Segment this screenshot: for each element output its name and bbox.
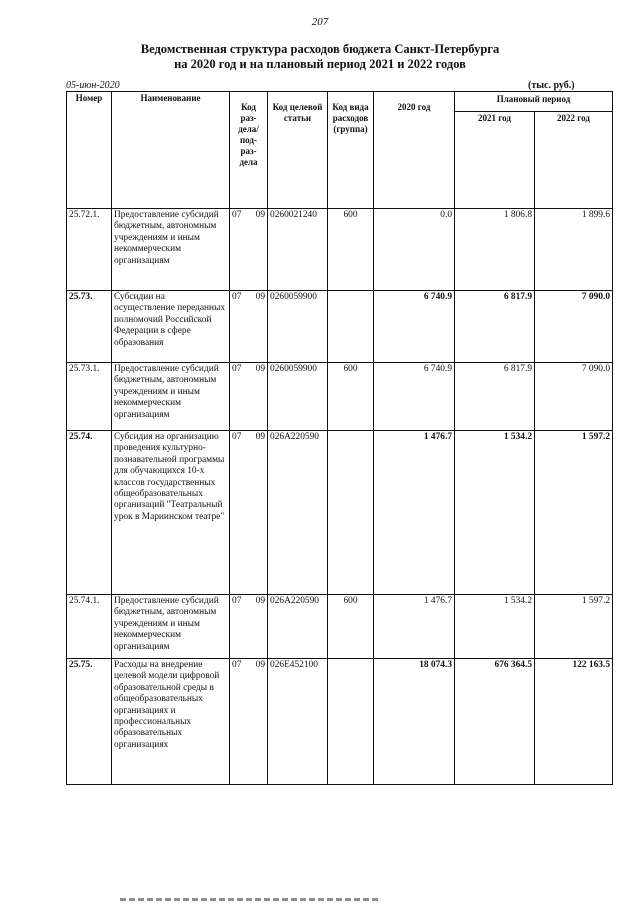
document-title	[20, 42, 620, 72]
row-value-2020: 1 476.7	[374, 595, 455, 659]
header-number: Номер	[67, 92, 112, 209]
row-value-2021: 676 364.5	[455, 659, 535, 785]
row-value-2020: 6 740.9	[374, 363, 455, 431]
row-expense-kind: 600	[328, 363, 374, 431]
row-value-2020: 6 740.9	[374, 291, 455, 363]
page-number: 207	[311, 16, 329, 28]
row-target-code: 0260059900	[268, 291, 328, 363]
row-expense-kind: 600	[328, 595, 374, 659]
row-target-code: 026A220590	[268, 595, 328, 659]
row-number: 25.74.	[67, 431, 112, 595]
row-expense-kind	[328, 431, 374, 595]
section-code: 07	[232, 432, 242, 442]
table-row	[67, 595, 613, 659]
row-expense-kind: 600	[328, 209, 374, 291]
row-value-2020: 0.0	[374, 209, 455, 291]
table-row	[67, 291, 613, 363]
section-code: 07	[232, 292, 242, 302]
row-name: Субсидии на осуществление переданных полномочий Российской Федерации в сфере образования	[112, 291, 230, 363]
row-section-code	[230, 291, 268, 363]
header-year-2022: 2022 год	[535, 112, 613, 209]
budget-table	[66, 91, 613, 785]
row-value-2022: 1 899.6	[535, 209, 613, 291]
row-section-code	[230, 431, 268, 595]
row-value-2021: 1 534.2	[455, 595, 535, 659]
row-number: 25.72.1.	[67, 209, 112, 291]
row-name: Предоставление субсидий бюджетным, автономным учреждениям и иным некоммерческим организациям	[112, 595, 230, 659]
row-number: 25.74.1.	[67, 595, 112, 659]
header-target-code: Код целевой статьи	[268, 92, 328, 209]
units-label: (тыс. руб.)	[528, 80, 575, 91]
document-date: 05-июн-2020	[66, 80, 120, 91]
row-target-code: 026E452100	[268, 659, 328, 785]
row-value-2021: 6 817.9	[455, 291, 535, 363]
section-code: 07	[232, 364, 242, 374]
row-number: 25.73.1.	[67, 363, 112, 431]
section-code: 07	[232, 596, 242, 606]
row-value-2020: 1 476.7	[374, 431, 455, 595]
row-section-code	[230, 659, 268, 785]
row-name: Расходы на внедрение целевой модели цифровой образовательной среды в общеобразовательных организациях и профессиональных образовательных организациях	[112, 659, 230, 785]
row-number: 25.73.	[67, 291, 112, 363]
footer-scan-mark	[120, 898, 380, 901]
table-row	[67, 659, 613, 785]
subsection-code: 09	[255, 660, 265, 670]
row-target-code: 0260059900	[268, 363, 328, 431]
row-expense-kind	[328, 291, 374, 363]
row-name: Предоставление субсидий бюджетным, автономным учреждениям и иным некоммерческим организациям	[112, 363, 230, 431]
header-year-2020: 2020 год	[374, 92, 455, 209]
subsection-code: 09	[255, 292, 265, 302]
section-code: 07	[232, 660, 242, 670]
table-row	[67, 363, 613, 431]
subsection-code: 09	[255, 364, 265, 374]
header-year-2021: 2021 год	[455, 112, 535, 209]
row-value-2021: 1 534.2	[455, 431, 535, 595]
header-expense-kind-code: Код вида расходов (группа)	[328, 92, 374, 209]
title-line-1: Ведомственная структура расходов бюджета Санкт-Петербурга	[140, 42, 500, 56]
table-body	[67, 209, 613, 785]
row-value-2022: 1 597.2	[535, 595, 613, 659]
row-section-code	[230, 595, 268, 659]
row-section-code	[230, 363, 268, 431]
row-value-2022: 122 163.5	[535, 659, 613, 785]
row-value-2021: 6 817.9	[455, 363, 535, 431]
subsection-code: 09	[255, 432, 265, 442]
header-name: Наименование	[112, 92, 230, 209]
header-planning-period: Плановый период	[455, 92, 613, 112]
row-value-2021: 1 806.8	[455, 209, 535, 291]
row-section-code	[230, 209, 268, 291]
header-section-code: Код раз-дела/ под-раз-дела	[230, 92, 268, 209]
header-row-top	[67, 92, 613, 112]
section-code: 07	[232, 210, 242, 220]
row-value-2020: 18 074.3	[374, 659, 455, 785]
row-name: Предоставление субсидий бюджетным, автономным учреждениям и иным некоммерческим организациям	[112, 209, 230, 291]
row-value-2022: 1 597.2	[535, 431, 613, 595]
row-value-2022: 7 090.0	[535, 291, 613, 363]
row-target-code: 0260021240	[268, 209, 328, 291]
row-value-2022: 7 090.0	[535, 363, 613, 431]
row-number: 25.75.	[67, 659, 112, 785]
subsection-code: 09	[255, 210, 265, 220]
table-row	[67, 209, 613, 291]
table-row	[67, 431, 613, 595]
title-line-2: на 2020 год и на плановый период 2021 и 2022 годов	[174, 57, 466, 71]
row-target-code: 026A220590	[268, 431, 328, 595]
subsection-code: 09	[255, 596, 265, 606]
row-expense-kind	[328, 659, 374, 785]
row-name: Субсидия на организацию проведения культурно-познавательной программы для обучающихся 10-х классов государственных общеобразовательных организаций "Театральный урок в Мариинском театре"	[112, 431, 230, 595]
